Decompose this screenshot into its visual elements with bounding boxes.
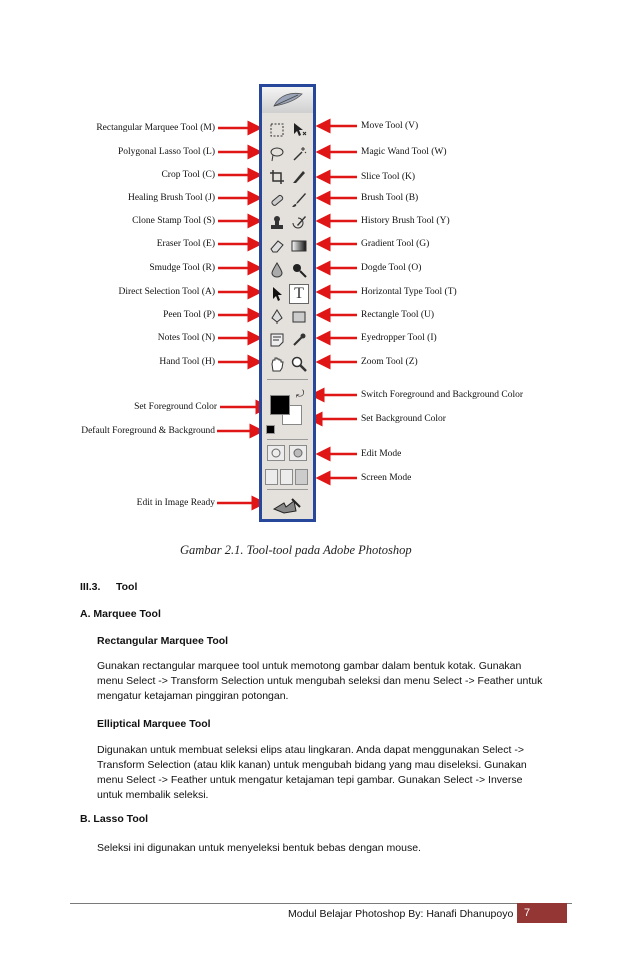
- toolbar-divider: [267, 439, 308, 440]
- paragraph-rectangular-marquee: [97, 659, 567, 704]
- polygonal-lasso-icon[interactable]: [267, 144, 287, 164]
- label-eyedropper-tool: Eyedropper Tool (I): [361, 333, 437, 343]
- label-zoom-tool: Zoom Tool (Z): [361, 357, 418, 367]
- eyedropper-tool-icon[interactable]: [289, 330, 309, 350]
- figure-caption: Gambar 2.1. Tool-tool pada Adobe Photoshop: [180, 543, 412, 557]
- screen-mode-full-menu-button[interactable]: [280, 469, 293, 485]
- clone-stamp-icon[interactable]: [267, 213, 287, 233]
- label-set-foreground: Set Foreground Color: [134, 402, 217, 412]
- paragraph-lasso-tool: Seleksi ini digunakan untuk menyeleksi bentuk bebas dengan mouse.: [97, 842, 421, 854]
- label-gradient-tool: Gradient Tool (G): [361, 239, 430, 249]
- label-switch-colors: Switch Foreground and Background Color: [361, 390, 524, 400]
- page-number: 7: [517, 903, 567, 923]
- text-line: menu Select -> Feather untuk mengatur ketajaman tepi gambar. Gunakan Select -> Inverse: [97, 774, 523, 786]
- dodge-tool-icon[interactable]: [289, 260, 309, 280]
- heading-elliptical-marquee: Elliptical Marquee Tool: [97, 718, 211, 730]
- label-eraser-tool: Eraser Tool (E): [156, 239, 215, 249]
- label-type-tool: Horizontal Type Tool (T): [361, 287, 457, 297]
- label-rectangle-tool: Rectangle Tool (U): [361, 310, 435, 320]
- label-edit-mode: Edit Mode: [361, 449, 402, 459]
- heading-rectangular-marquee: Rectangular Marquee Tool: [97, 635, 229, 647]
- rectangle-tool-icon[interactable]: [289, 307, 309, 327]
- label-polygonal-lasso: Polygonal Lasso Tool (L): [117, 147, 215, 157]
- screen-mode-standard-button[interactable]: [265, 469, 278, 485]
- default-colors-icon[interactable]: [266, 425, 275, 434]
- horizontal-type-icon[interactable]: T: [289, 284, 309, 304]
- label-history-brush: History Brush Tool (Y): [361, 216, 450, 226]
- label-dodge-tool: Dogde Tool (O): [361, 263, 422, 273]
- label-smudge-tool: Smudge Tool (R): [149, 263, 215, 273]
- section-number: III.3.: [80, 581, 101, 593]
- toolbar-header: [262, 87, 313, 113]
- pen-tool-icon[interactable]: [267, 307, 287, 327]
- label-clone-stamp: Clone Stamp Tool (S): [132, 216, 215, 226]
- hand-tool-icon[interactable]: [267, 354, 287, 374]
- quick-mask-mode-button[interactable]: [289, 445, 307, 461]
- feather-logo-icon: [272, 90, 304, 110]
- label-direct-selection: Direct Selection Tool (A): [118, 287, 215, 297]
- text-line: mengatur ketajaman pinggiran potongan.: [97, 690, 289, 702]
- text-line: Digunakan untuk membuat seleksi elips atau lingkaran. Anda dapat menggunakan Select ->: [97, 744, 524, 756]
- magic-wand-icon[interactable]: [289, 144, 309, 164]
- heading-lasso-tool: B. Lasso Tool: [80, 813, 149, 825]
- smudge-tool-icon[interactable]: [267, 260, 287, 280]
- crop-tool-icon[interactable]: [267, 167, 287, 187]
- screen-mode-full-button[interactable]: [295, 469, 308, 485]
- text-line: untuk membalik seleksi.: [97, 789, 209, 801]
- brush-tool-icon[interactable]: [289, 190, 309, 210]
- label-notes-tool: Notes Tool (N): [157, 333, 215, 343]
- label-move-tool: Move Tool (V): [361, 121, 419, 131]
- label-hand-tool: Hand Tool (H): [159, 357, 215, 367]
- label-slice-tool: Slice Tool (K): [361, 172, 416, 182]
- toolbar-divider: [267, 489, 308, 490]
- toolbar-divider: [267, 379, 308, 380]
- label-crop-tool: Crop Tool (C): [161, 170, 215, 180]
- healing-brush-icon[interactable]: [267, 190, 287, 210]
- photoshop-toolbar-figure: [80, 84, 550, 524]
- history-brush-icon[interactable]: [289, 213, 309, 233]
- switch-colors-icon[interactable]: ⤾: [296, 389, 305, 400]
- label-healing-brush: Healing Brush Tool (J): [127, 193, 215, 203]
- label-magic-wand: Magic Wand Tool (W): [361, 147, 447, 157]
- label-screen-mode: Screen Mode: [361, 473, 412, 483]
- notes-tool-icon[interactable]: [267, 330, 287, 350]
- edit-in-imageready-icon[interactable]: [271, 496, 303, 516]
- footer-divider: [70, 903, 572, 904]
- text-line: menu Select -> Transform Selection untuk mengubah seleksi dan menu Select -> Feather untuk: [97, 675, 543, 687]
- section-heading: [80, 580, 137, 595]
- gradient-tool-icon[interactable]: [289, 236, 309, 256]
- direct-selection-icon[interactable]: [267, 284, 287, 304]
- eraser-tool-icon[interactable]: [267, 236, 287, 256]
- text-line: Transform Selection (atau klik kanan) untuk mengubah bidang yang mau diseleksi. Gunakan: [97, 759, 527, 771]
- move-tool-icon[interactable]: [289, 120, 309, 140]
- foreground-color-swatch[interactable]: [270, 395, 290, 415]
- zoom-tool-icon[interactable]: [289, 354, 309, 374]
- rectangular-marquee-icon[interactable]: [267, 120, 287, 140]
- label-edit-in-imageready: Edit in Image Ready: [136, 498, 215, 508]
- label-rectangular-marquee: Rectangular Marquee Tool (M): [96, 123, 215, 133]
- footer-text: Modul Belajar Photoshop By: Hanafi Dhanupoyo: [288, 908, 514, 920]
- label-pen-tool: Peen Tool (P): [163, 310, 215, 320]
- photoshop-toolbar: [259, 84, 316, 522]
- paragraph-elliptical-marquee: [97, 743, 567, 803]
- label-brush-tool: Brush Tool (B): [361, 193, 419, 203]
- slice-tool-icon[interactable]: [289, 167, 309, 187]
- label-default-colors: Default Foreground & Background: [81, 426, 215, 436]
- standard-mode-button[interactable]: [267, 445, 285, 461]
- label-set-background: Set Background Color: [361, 414, 446, 424]
- section-title: Tool: [116, 581, 138, 593]
- heading-marquee-tool: A. Marquee Tool: [80, 608, 161, 620]
- text-line: Gunakan rectangular marquee tool untuk memotong gambar dalam bentuk kotak. Gunakan: [97, 660, 522, 672]
